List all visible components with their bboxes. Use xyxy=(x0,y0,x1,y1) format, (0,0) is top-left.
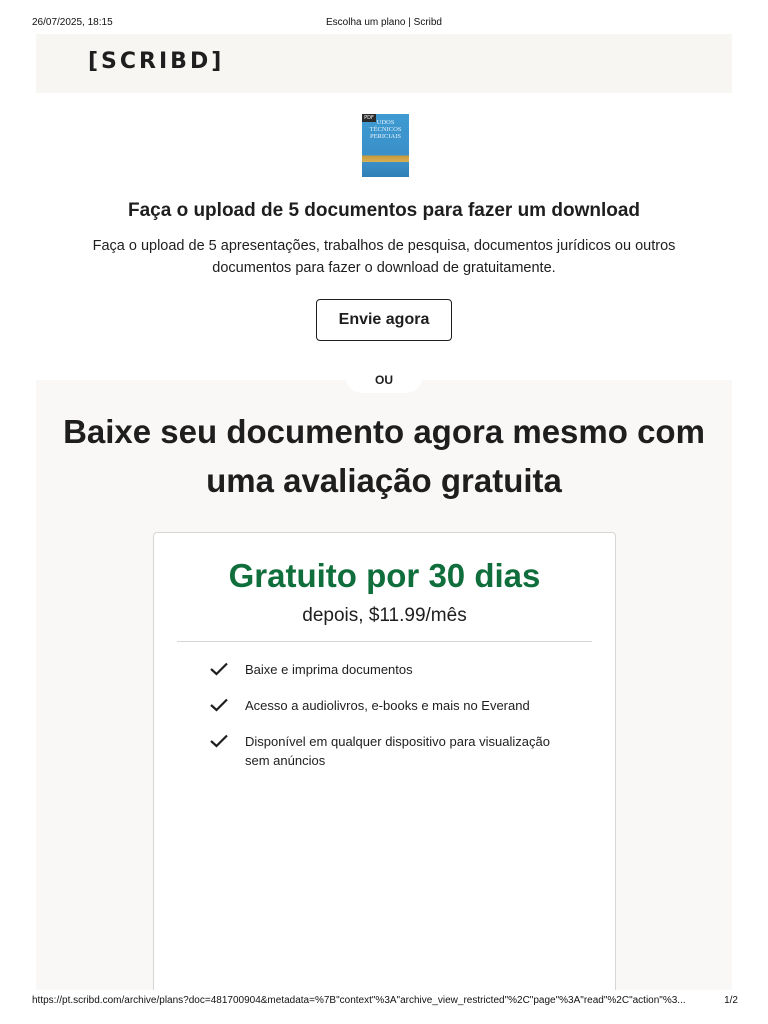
check-icon xyxy=(209,697,229,713)
plan-card[interactable] xyxy=(153,532,616,990)
plan-divider xyxy=(177,641,592,642)
feature-item xyxy=(209,732,569,770)
trial-heading: Baixe seu documento agora mesmo com uma avaliação gratuita xyxy=(63,413,705,499)
plan-price: depois, $11.99/mês xyxy=(302,605,467,626)
print-url: https://pt.scribd.com/archive/plans?doc=481700904&metadata=%7B"context"%3A"archive_view_restricted"%2C"page"%3A"read"%2C"action"%3... xyxy=(32,995,686,1006)
scribd-logo[interactable]: [SCRIBD] xyxy=(88,49,225,74)
check-icon xyxy=(209,733,229,749)
feature-item xyxy=(209,696,569,715)
upload-section xyxy=(36,93,732,380)
upload-description: Faça o upload de 5 apresentações, trabalhos de pesquisa, documentos jurídicos ou outros documentos para fazer o download de gratuitamente. xyxy=(92,238,676,276)
print-page-title: Escolha um plano | Scribd xyxy=(326,17,442,28)
upload-heading: Faça o upload de 5 documentos para fazer um download xyxy=(127,200,641,221)
feature-label: Disponível em qualquer dispositivo para visualização sem anúncios xyxy=(245,734,550,768)
check-icon xyxy=(209,661,229,677)
or-divider: OU xyxy=(346,367,422,393)
document-thumbnail xyxy=(362,114,409,177)
scribd-plans-page xyxy=(36,34,732,990)
print-date: 26/07/2025, 18:15 xyxy=(32,17,113,28)
thumbnail-title: UDOS TÉCNICOS PERICIAIS xyxy=(369,119,402,140)
pdf-badge: PDF xyxy=(362,114,376,122)
feature-label: Acesso a audiolivros, e-books e mais no Everand xyxy=(245,698,530,713)
upload-now-button[interactable]: Envie agora xyxy=(316,299,452,341)
print-footer xyxy=(0,995,768,1009)
feature-item xyxy=(209,660,569,679)
print-header xyxy=(0,17,768,31)
feature-list xyxy=(209,660,569,787)
feature-label: Baixe e imprima documentos xyxy=(245,662,413,677)
top-bar xyxy=(36,34,732,93)
print-page-number: 1/2 xyxy=(724,995,738,1006)
plan-title: Gratuito por 30 dias xyxy=(228,557,541,594)
